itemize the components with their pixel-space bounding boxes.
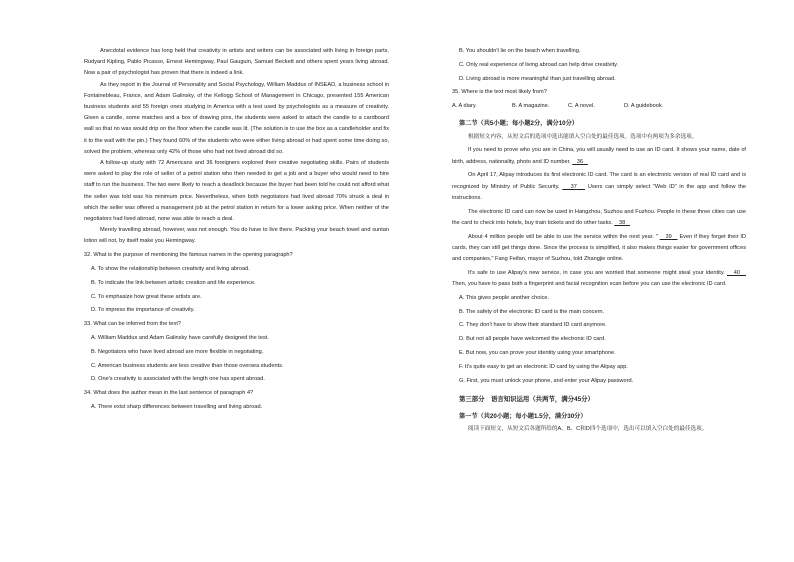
passage-paragraph: It's safe to use Alipay's new service, in case you are worried that someone might steal your identity. 40 Then, you have to pass both a fingerprint and facial recognition scan before you can use the electronic ID card. — [452, 268, 746, 290]
answer-blank: 38 — [619, 219, 626, 226]
answer-option: C. They don't have to show their standard ID card anymore. — [459, 322, 607, 329]
answer-option: C. Only real experience of living abroad can help drive creativity. — [459, 61, 619, 68]
answer-option: E. But now, you can prove your identity using your smartphone. — [459, 349, 616, 356]
answer-option: C. A novel. — [568, 103, 595, 110]
passage-paragraph: If you need to prove who you are in China, you will usually need to use an ID card. It shows your name, date of birth, address, nationality, photo and ID number. 36 — [452, 147, 746, 165]
answer-option: B. To indicate the link between artistic creation and life experience. — [91, 279, 256, 286]
passage-paragraph: The electronic ID card can now be used in Hangzhou, Suzhou and Fuzhou. People in these three cities can use the card to check into hotels, buy train tickets and do other tasks. 38 — [452, 208, 746, 226]
answer-option: D. To impress the importance of creativity. — [91, 307, 195, 314]
section-heading: 第一节（共20小题；每小题1.5分，满分30分） — [459, 412, 587, 420]
answer-option: D. One's creativity is associated with the length one has spent abroad. — [91, 376, 265, 383]
passage-paragraph: As they report in the Journal of Personality and Social Psychology, William Maddux of INSEAD, a business school in Fontainebleau, France, and Adam Galinsky, of the Kellogg School of Management in Chicago, presented 155 American business students and 55 foreign ones studying in America with a test used by psychologists as a measure of creativity. Given a candle, some matches and a box of drawing pins, the students were asked to attach the candle to a cardboard wall so that no wax would drip on the floor when the candle was lit. (The solution is to use the box as a candleholder and fix it to the wall with the pin.) They found 60% of the students who were either living abroad or had spent some time doing so, solved the problem, whereas only 42% of those who had not lived abroad did so. — [84, 81, 389, 155]
answer-option: D. Living abroad is more meaningful than just travelling abroad. — [459, 75, 616, 82]
answer-option: A. A diary. — [452, 103, 477, 110]
answer-blank: 37 — [570, 183, 577, 190]
passage-paragraph: A follow-up study with 72 Americans and 36 foreigners explored their creative negotiating skills. Pairs of students were asked to play the role of seller of a petrol station who then needed to get a job and a buyer who would need to hire staff to run the business. The two were likely to reach a deadlock because the buyer had been told he could not afford what the seller was told was his minimum price. Nevertheless, when both negotiators had lived abroad 70% struck a deal in which the seller was offered a management job at the petrol station in return for a lower asking price. When neither of the negotiators had lived abroad, none was able to reach a deal. — [84, 160, 389, 223]
part-title: 第三部分 语言知识运用（共两节，满分45分） — [459, 395, 594, 403]
question-stem: 33. What can be inferred from the text? — [84, 321, 182, 328]
answer-blank: 40 — [733, 269, 740, 276]
passage-paragraph: On April 17, Alipay introduces its first electronic ID card. The card is an electronic version of real ID card and is recognized by Ministry of Public Security. 37 Users can simply select "Web ID" in the app and follow the instructions. — [452, 172, 747, 201]
answer-blank: 39 — [665, 233, 672, 240]
answer-option: A. This gives people another choice. — [459, 294, 550, 301]
passage-paragraph: About 4 million people will be able to use the service within the next year. " 39 Even if they forget their ID cards, they can still get things done. Since the process is simplified, it also makes things easier for government offices and companies," Fang Feifan, mayor of Suzhou, told Zhangjie online. — [452, 233, 746, 262]
answer-option: B. You shouldn't lie on the beach when travelling. — [459, 48, 581, 54]
question-stem: 34. What does the author mean in the last sentence of paragraph 4? — [84, 390, 254, 397]
answer-option: G. First, you must unlock your phone, and enter your Alipay password. — [459, 377, 634, 384]
passage-paragraph: Merely travelling abroad, however, was not enough. You do have to live there. Packing your beach towel and suntan lotion will not, by itself make you Hemingway. — [84, 227, 389, 245]
answer-option: C. American business students are less creative than those oversea students. — [91, 362, 284, 369]
section-instruction: 根据短文内容，从短文后的选项中选出能填入空白处的最佳选项。选项中有两项为多余选项。 — [468, 133, 698, 140]
section-heading: 第二节（共5小题；每小题2分，满分10分） — [459, 120, 578, 128]
answer-options-row — [452, 101, 746, 112]
answer-option: A. To show the relationship between creativity and living abroad. — [91, 266, 250, 273]
left-column — [84, 46, 389, 413]
answer-option: B. The safety of the electronic ID card is the main concern. — [459, 308, 605, 315]
answer-option: B. Negotiators who have lived abroad are more flexible in negotiating. — [91, 348, 264, 355]
question-stem: 35. Where is the text most likely from? — [452, 89, 547, 96]
right-column — [452, 46, 746, 435]
section-instruction: 阅读下面短文，从短文后各题所给的A、B、C和D四个选项中，选出可以填入空白处的最佳选项。 — [468, 426, 708, 433]
answer-option: C. To emphasize how great these artists are. — [91, 293, 202, 300]
answer-option: D. But not all people have welcomed the electronic ID card. — [459, 336, 606, 343]
passage-paragraph: Anecdotal evidence has long held that creativity in artists and writers can be associated with living in foreign parts. Rudyard Kipling, Pablo Picasso, Ernest Hemingway, Paul Gauguin, Samuel Beckett and others spent years living abroad. Now a pair of psychologist has proven that there is indeed a link. — [84, 48, 389, 77]
answer-option: B. A magazine. — [512, 103, 550, 110]
answer-option: A. William Maddux and Adam Galinsky have carefully designed the test. — [91, 335, 269, 342]
answer-option: D. A guidebook. — [624, 103, 664, 110]
answer-blank: 36 — [576, 158, 584, 165]
answer-option: A. There exist sharp differences between travelling and living abroad. — [91, 404, 263, 411]
question-stem: 32. What is the purpose of mentioning the famous names in the opening paragraph? — [84, 252, 293, 259]
answer-option: F. It's quite easy to get an electronic ID card by using the Alipay app. — [459, 363, 628, 370]
